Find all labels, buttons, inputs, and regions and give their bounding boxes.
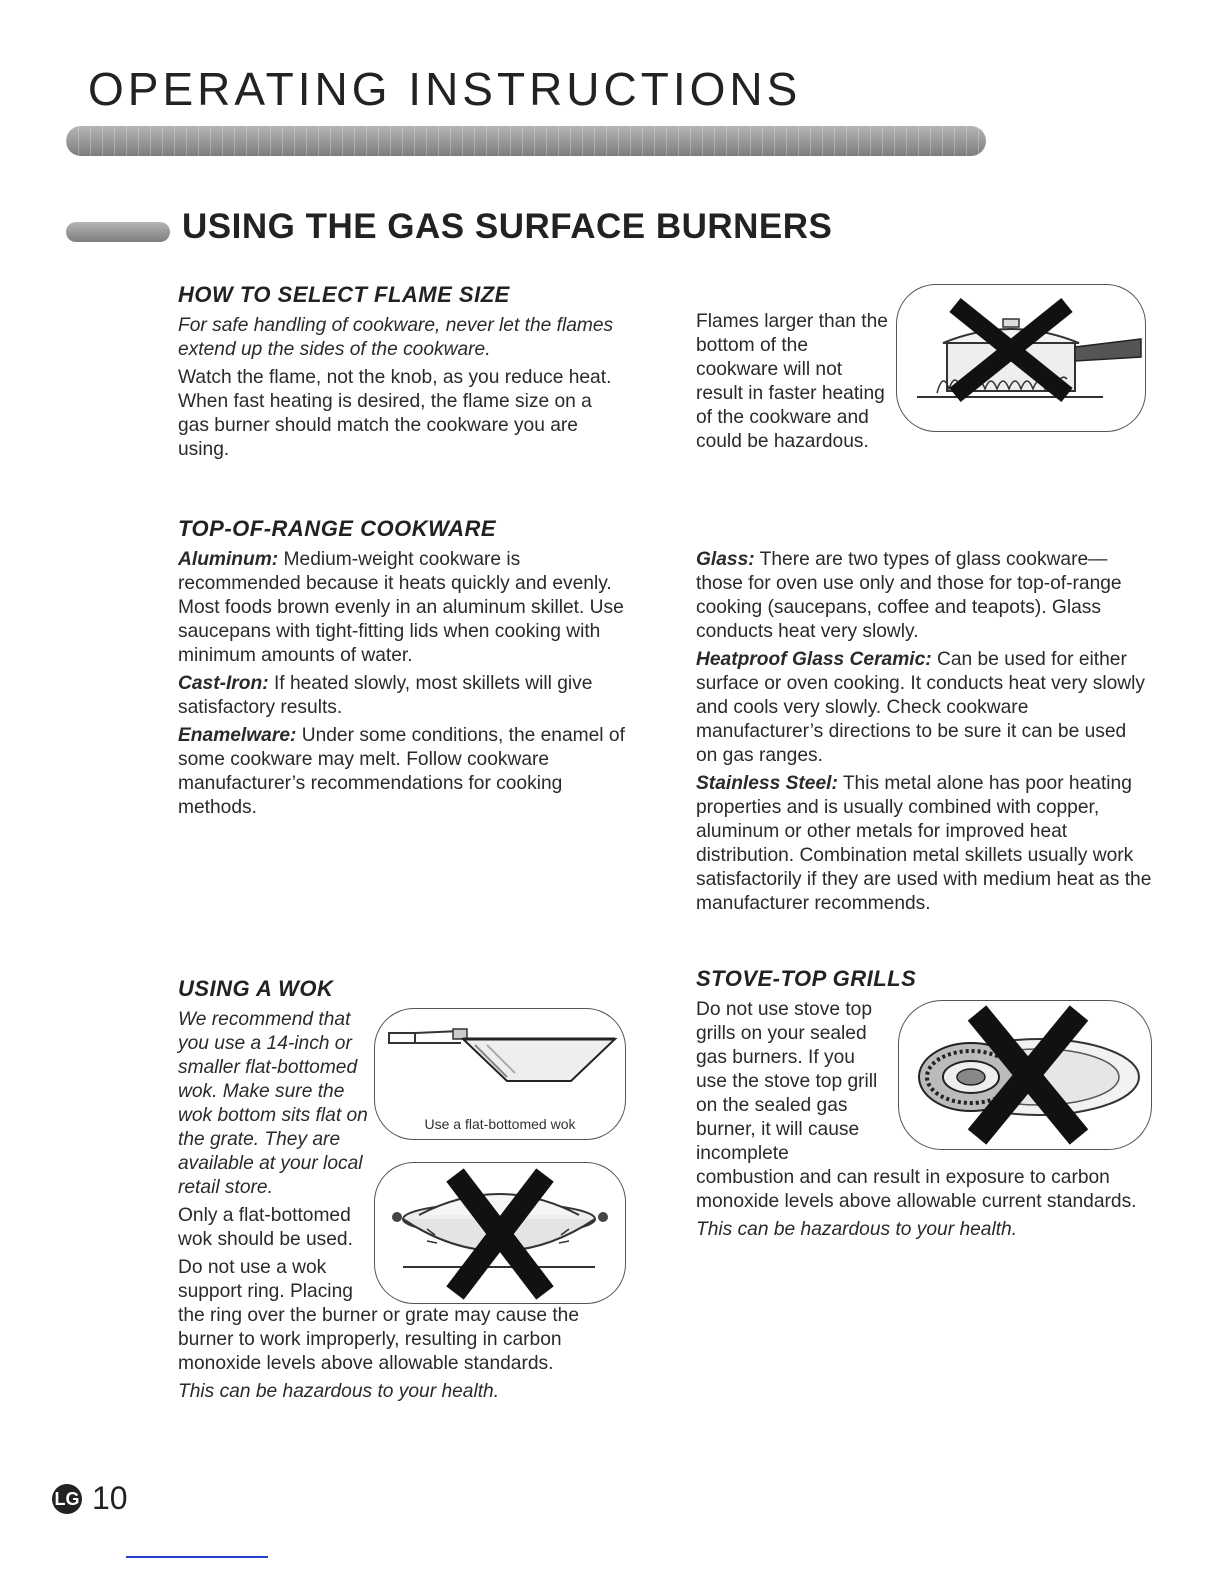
wok-intro: We recommend that you use a 14-inch or smaller flat-bottomed wok. Make sure the wok bottom sits flat on the grate. They are available at your local retail store. <box>178 1009 368 1198</box>
stove-top-grill-with-x-illustration <box>899 1001 1151 1149</box>
oversize-flame-pot-illustration <box>897 285 1145 431</box>
cast-iron-text: If heated slowly, most skillets will give satisfactory results. <box>178 673 593 718</box>
flame-intro: For safe handling of cookware, never let the flames extend up the sides of the cookware. <box>178 315 614 360</box>
flame-figure <box>896 284 1146 432</box>
grill-figure <box>898 1000 1152 1150</box>
enamelware-text: Under some conditions, the enamel of some cookware may melt. Follow cookware manufacturer’s recommendations for cooking methods. <box>178 725 625 818</box>
grills-heading: STOVE-TOP GRILLS <box>696 966 917 991</box>
aluminum-term: Aluminum: <box>178 549 279 570</box>
wok-heading: USING A WOK <box>178 976 334 1001</box>
flame-heading: HOW TO SELECT FLAME SIZE <box>178 282 510 307</box>
stainless-term: Stainless Steel: <box>696 773 838 794</box>
grills-hazard: This can be hazardous to your health. <box>696 1219 1018 1240</box>
cookware-item-stainless <box>696 772 1152 916</box>
wok-figures <box>374 1008 626 1304</box>
footer-rule <box>126 1556 268 1558</box>
cookware-item-heatproof <box>696 648 1152 768</box>
glass-term: Glass: <box>696 549 755 570</box>
cookware-item-aluminum <box>178 548 628 668</box>
wok-hazard: This can be hazardous to your health. <box>178 1381 500 1402</box>
flame-right-text: Flames larger than the bottom of the cookware will not result in faster heating of the cookware and could be hazardous. <box>696 311 888 452</box>
aluminum-text: Medium-weight cookware is recommended because it heats quickly and evenly. Most foods brown evenly in an aluminum skillet. Use saucepans with tight-fitting lids when cooking with minimum amounts of water. <box>178 549 624 666</box>
page-title: OPERATING INSTRUCTIONS <box>88 63 802 115</box>
page-number: 10 <box>92 1480 128 1516</box>
cookware-item-glass <box>696 548 1152 644</box>
glass-text: There are two types of glass cookware—those for oven use only and those for top-of-range cooking (saucepans, coffee and teapots). Glass conducts heat very slowly. <box>696 549 1122 642</box>
heatproof-text: Can be used for either surface or oven cooking. It conducts heat very slowly and cools very slowly. Check cookware manufacturer’s directions to be sure it can be used on gas ranges. <box>696 649 1145 766</box>
wok-text-block <box>178 1008 626 1408</box>
section-heading: USING THE GAS SURFACE BURNERS <box>182 207 833 246</box>
cookware-left-column <box>178 548 628 824</box>
round-wok-figure <box>374 1162 626 1304</box>
flat-bottomed-wok-illustration <box>375 1009 625 1109</box>
grills-text-block <box>696 998 1152 1246</box>
title-bar-decoration <box>66 126 986 156</box>
flat-wok-figure <box>374 1008 626 1140</box>
wok-caption: Use a flat-bottomed wok <box>424 1116 576 1132</box>
cast-iron-term: Cast-Iron: <box>178 673 269 694</box>
enamelware-term: Enamelware: <box>178 725 297 746</box>
wok-ring-warning: Do not use a wok support ring. Placing the ring over the burner or grate may cause the burner to work improperly, resulting in carbon monoxide levels above allowable standards. <box>178 1257 580 1374</box>
flame-left-text <box>178 314 618 466</box>
grills-body: Do not use stove top grills on your sealed gas burners. If you use the stove top grill on the sealed gas burner, it will cause incomplete combustion and can result in exposure to carbon monoxide levels above allowable current standards. <box>696 999 1137 1212</box>
cookware-heading: TOP-OF-RANGE COOKWARE <box>178 516 497 541</box>
flame-right-block <box>696 310 1146 454</box>
round-wok-with-x-illustration <box>375 1163 625 1303</box>
cookware-item-cast-iron <box>178 672 628 720</box>
flame-body: Watch the flame, not the knob, as you reduce heat. When fast heating is desired, the flame size on a gas burner should match the cookware you are using. <box>178 367 612 460</box>
wok-flat-only: Only a flat-bottomed wok should be used. <box>178 1205 353 1250</box>
heatproof-term: Heatproof Glass Ceramic: <box>696 649 932 670</box>
stainless-text: This metal alone has poor heating properties and is usually combined with copper, aluminum or other metals for improved heat distribution. Combination metal skillets usually work satisfactorily if they are used with medium heat as the manufacturer recommends. <box>696 773 1152 914</box>
cookware-right-column <box>696 548 1152 920</box>
lg-logo-icon: LG <box>52 1484 82 1514</box>
cookware-item-enamelware <box>178 724 628 820</box>
section-pill-decoration <box>66 222 170 242</box>
